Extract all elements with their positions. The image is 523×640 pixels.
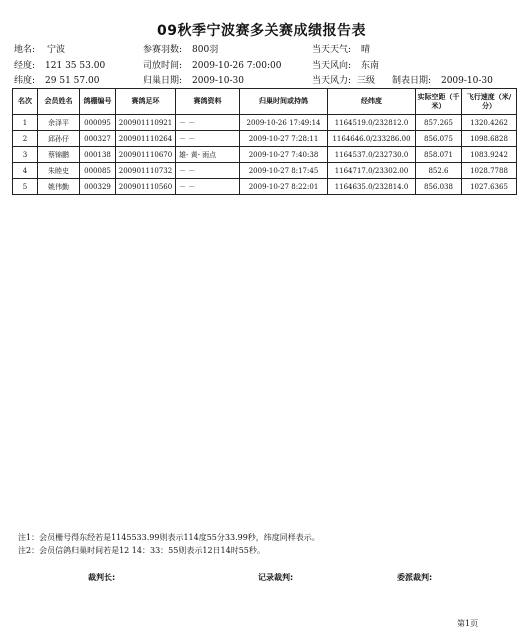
return-label: 归巢日期: [143, 76, 183, 86]
cell-distance: 856.075 [416, 131, 462, 147]
cell-member-name: 姚伟勤 [38, 179, 80, 195]
table-row [13, 147, 517, 163]
results-table [12, 88, 517, 195]
report-date-value: 2009-10-30 [440, 76, 493, 86]
delegate-signature-label: 委派裁判: [397, 573, 433, 582]
longitude-info [14, 58, 105, 71]
release-value: 2009-10-26 7:00:00 [192, 61, 282, 71]
table-header-row [13, 89, 517, 115]
cell-distance: 856.038 [416, 179, 462, 195]
wind-force-label: 当天风力: [312, 76, 352, 86]
latitude-info [14, 73, 99, 86]
report-date-label: 制表日期: [391, 76, 431, 86]
cell-rank: 1 [13, 115, 38, 131]
weather-label: 当天天气: [312, 45, 352, 55]
header-rank: 名次 [13, 89, 38, 115]
cell-loft-number: 000329 [80, 179, 116, 195]
note-2: 注2：会员信鸽归巢时间若是12 14：33：55则表示12日14时55秒。 [18, 546, 265, 555]
cell-pigeon-info: － － [176, 179, 240, 195]
weather-value: 晴 [361, 45, 371, 55]
note-1: 注1：会员栅号得东经若是1145533.99则表示114度55分33.99秒，纬度同样表示。 [18, 533, 320, 542]
return-info [143, 73, 244, 86]
cell-return-time: 2009-10-27 8:22:01 [240, 179, 328, 195]
table-row [13, 131, 517, 147]
cell-distance: 852.6 [416, 163, 462, 179]
cell-member-name: 朱睦史 [38, 163, 80, 179]
header-pigeon-info: 赛鸽资料 [176, 89, 240, 115]
header-ring: 赛鸽足环 [116, 89, 176, 115]
cell-ring: 200901110670 [116, 147, 176, 163]
table-row [13, 115, 517, 131]
cell-ring: 200901110264 [116, 131, 176, 147]
recorder-signature-label: 记录裁判: [258, 573, 294, 582]
place-value: 宁波 [47, 45, 66, 55]
cell-coordinates: 1164537.0/232730.0 [328, 147, 416, 163]
place-label: 地名: [14, 45, 36, 55]
count-info [143, 42, 218, 55]
cell-member-name: 余泽平 [38, 115, 80, 131]
cell-pigeon-info: 雄- 黄- 雨点 [176, 147, 240, 163]
table-row [13, 179, 517, 195]
longitude-label: 经度: [14, 61, 36, 71]
count-label: 参赛羽数: [143, 45, 183, 55]
cell-distance: 857.265 [416, 115, 462, 131]
cell-return-time: 2009-10-27 8:17:45 [240, 163, 328, 179]
release-label: 司放时间: [143, 61, 183, 71]
cell-member-name: 蔡锦鹏 [38, 147, 80, 163]
cell-speed: 1083.9242 [462, 147, 517, 163]
cell-loft-number: 000085 [80, 163, 116, 179]
cell-coordinates: 1164717.0/23302.00 [328, 163, 416, 179]
header-speed: 飞行速度（米/分） [462, 89, 517, 115]
header-coordinates: 经纬度 [328, 89, 416, 115]
wind-direction-value: 东南 [361, 61, 380, 71]
header-distance: 实际空距（千米） [416, 89, 462, 115]
cell-speed: 1098.6828 [462, 131, 517, 147]
cell-loft-number: 000327 [80, 131, 116, 147]
cell-coordinates: 1164635.0/232814.0 [328, 179, 416, 195]
latitude-value: 29 51 57.00 [45, 76, 100, 86]
header-member-name: 会员姓名 [38, 89, 80, 115]
cell-coordinates: 1164646.0/233286.00 [328, 131, 416, 147]
report-title: 09秋季宁波赛多关赛成绩报告表 [157, 23, 366, 39]
wind-force-value: 三级 [357, 76, 376, 86]
cell-speed: 1027.6365 [462, 179, 517, 195]
cell-return-time: 2009-10-27 7:28:11 [240, 131, 328, 147]
page-number: 第1页 [457, 619, 479, 628]
cell-member-name: 邱孙仔 [38, 131, 80, 147]
header-return-time: 归巢时间或持鸽 [240, 89, 328, 115]
table-row [13, 163, 517, 179]
judge-signature-label: 裁判长: [88, 573, 116, 582]
header-loft-number: 鸽棚编号 [80, 89, 116, 115]
cell-return-time: 2009-10-26 17:49:14 [240, 115, 328, 131]
cell-distance: 858.071 [416, 147, 462, 163]
cell-pigeon-info: － － [176, 115, 240, 131]
wind-force-info [312, 73, 493, 86]
cell-return-time: 2009-10-27 7:40:38 [240, 147, 328, 163]
longitude-value: 121 35 53.00 [45, 61, 106, 71]
cell-rank: 4 [13, 163, 38, 179]
cell-rank: 2 [13, 131, 38, 147]
place-info [14, 42, 65, 55]
weather-info [312, 42, 370, 55]
cell-ring: 200901110921 [116, 115, 176, 131]
wind-direction-label: 当天风向: [312, 61, 352, 71]
latitude-label: 纬度: [14, 76, 36, 86]
cell-rank: 5 [13, 179, 38, 195]
cell-speed: 1320.4262 [462, 115, 517, 131]
cell-loft-number: 000095 [80, 115, 116, 131]
cell-speed: 1028.7788 [462, 163, 517, 179]
cell-pigeon-info: － － [176, 163, 240, 179]
cell-ring: 200901110560 [116, 179, 176, 195]
wind-direction-info [312, 58, 379, 71]
return-value: 2009-10-30 [192, 76, 244, 86]
cell-rank: 3 [13, 147, 38, 163]
cell-pigeon-info: － － [176, 131, 240, 147]
cell-loft-number: 000138 [80, 147, 116, 163]
cell-ring: 200901110732 [116, 163, 176, 179]
release-info [143, 58, 282, 71]
cell-coordinates: 1164519.0/232812.0 [328, 115, 416, 131]
count-value: 800羽 [192, 45, 219, 55]
